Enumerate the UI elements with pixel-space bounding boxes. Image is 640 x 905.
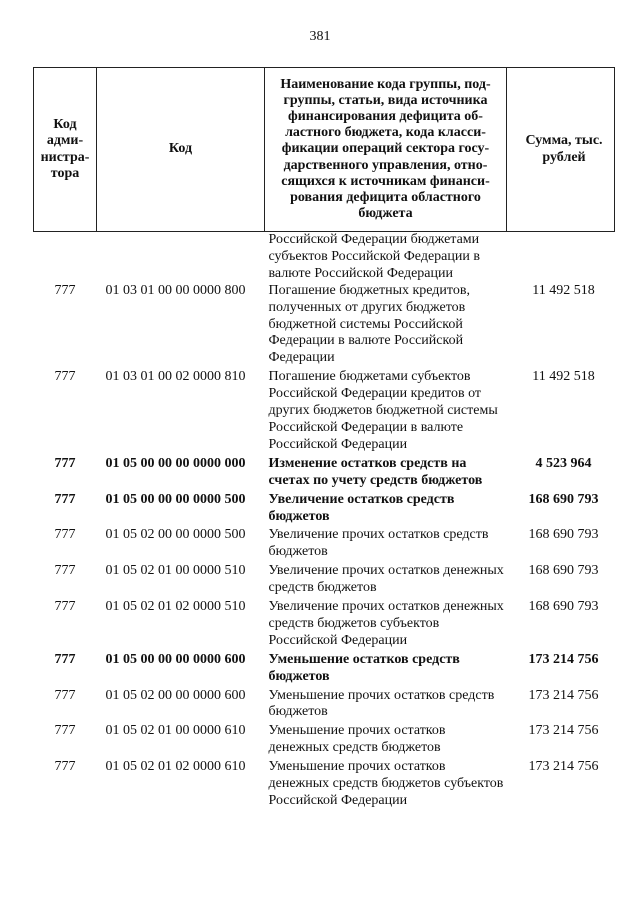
table-row <box>34 283 615 370</box>
header-code: Код <box>97 68 265 232</box>
code-cell: 01 05 00 00 00 0000 600 <box>105 651 246 667</box>
admin-cell: 777 <box>54 651 76 667</box>
name-cell: Уменьшение прочих остатков денежных средств бюджетов субъектов Российской Федерации <box>268 759 504 808</box>
name-cell: Погашение бюджетами субъектов Российской Федерации кредитов от других бюджетов бюджетной системы Российской Федерации в валюте Российской Федерации <box>268 369 498 452</box>
amount-cell: 173 214 756 <box>528 723 599 739</box>
name-cell: Увеличение прочих остатков денежных средств бюджетов субъектов Российской Федерации <box>268 599 504 648</box>
code-cell: 01 05 02 01 00 0000 510 <box>105 563 246 579</box>
amount-cell: 11 492 518 <box>532 369 595 385</box>
code-cell: 01 05 00 00 00 0000 000 <box>105 455 246 471</box>
code-cell: 01 03 01 00 02 0000 810 <box>105 369 246 385</box>
page-number: 381 <box>309 29 331 44</box>
amount-cell: 4 523 964 <box>535 455 592 471</box>
amount-cell <box>507 232 615 283</box>
admin-cell <box>34 232 97 283</box>
admin-cell: 777 <box>54 563 76 579</box>
name-cell: Увеличение прочих остатков денежных средств бюджетов <box>268 563 504 596</box>
table-row <box>34 723 615 759</box>
name-cell: Уменьшение остатков средств бюджетов <box>268 651 460 684</box>
admin-cell: 777 <box>54 723 76 739</box>
admin-cell: 777 <box>54 599 76 615</box>
admin-cell: 777 <box>54 491 76 507</box>
code-cell: 01 03 01 00 00 0000 800 <box>105 282 246 298</box>
table-row <box>34 456 615 492</box>
amount-cell: 168 690 793 <box>528 599 599 615</box>
admin-cell: 777 <box>54 759 76 775</box>
code-cell: 01 05 02 01 02 0000 510 <box>105 599 246 615</box>
table-header <box>34 68 615 232</box>
admin-cell: 777 <box>54 687 76 703</box>
header-admin-code: Код адми-нистра-тора <box>34 68 97 232</box>
name-cell: Уменьшение прочих остатков средств бюджетов <box>268 687 495 720</box>
amount-cell: 173 214 756 <box>528 759 599 775</box>
name-cell: Увеличение прочих остатков средств бюджетов <box>268 527 489 560</box>
table-row <box>34 492 615 528</box>
admin-cell: 777 <box>54 369 76 385</box>
amount-cell: 173 214 756 <box>528 687 599 703</box>
table-row <box>34 369 615 456</box>
amount-cell: 168 690 793 <box>528 563 599 579</box>
code-cell: 01 05 02 01 02 0000 610 <box>105 759 246 775</box>
table-row <box>34 759 615 812</box>
name-cell: Российской Федерации бюджетами субъектов Российской Федерации в валюте Российской Федерации <box>268 232 480 281</box>
name-cell: Погашение бюджетных кредитов, полученных от других бюджетов бюджетной системы Российской Федерации в валюте Российской Федерации <box>268 282 470 366</box>
code-cell: 01 05 02 01 00 0000 610 <box>105 723 246 739</box>
code-cell: 01 05 02 00 00 0000 500 <box>105 527 246 543</box>
admin-cell: 777 <box>54 282 76 298</box>
header-row <box>34 68 615 232</box>
table-row <box>34 652 615 688</box>
header-name: Наименование кода группы, под-группы, статьи, вида источника финансирования дефицита об-ластного бюджета, кода класси-фикации операций сектора госу-дарственного управления, отно-сящихся к источникам финанси-рования дефицита областного бюджета <box>265 68 507 232</box>
table-row <box>34 527 615 563</box>
code-cell: 01 05 00 00 00 0000 500 <box>105 491 246 507</box>
amount-cell: 168 690 793 <box>528 491 599 507</box>
code-cell: 01 05 02 00 00 0000 600 <box>105 687 246 703</box>
sources-table <box>33 67 615 812</box>
continuation-row <box>34 232 615 283</box>
admin-cell: 777 <box>54 455 76 471</box>
amount-cell: 173 214 756 <box>528 651 599 667</box>
amount-cell: 11 492 518 <box>532 282 595 298</box>
table-row <box>34 599 615 652</box>
name-cell: Увеличение остатков средств бюджетов <box>268 491 455 524</box>
admin-cell: 777 <box>54 527 76 543</box>
amount-cell: 168 690 793 <box>528 527 599 543</box>
header-amount: Сумма, тыс. рублей <box>507 68 615 232</box>
table-body <box>34 232 615 812</box>
name-cell: Изменение остатков средств на счетах по учету средств бюджетов <box>268 455 483 488</box>
name-cell: Уменьшение прочих остатков денежных средств бюджетов <box>268 723 446 756</box>
table-row <box>34 688 615 724</box>
code-cell <box>97 232 265 283</box>
table-row <box>34 563 615 599</box>
